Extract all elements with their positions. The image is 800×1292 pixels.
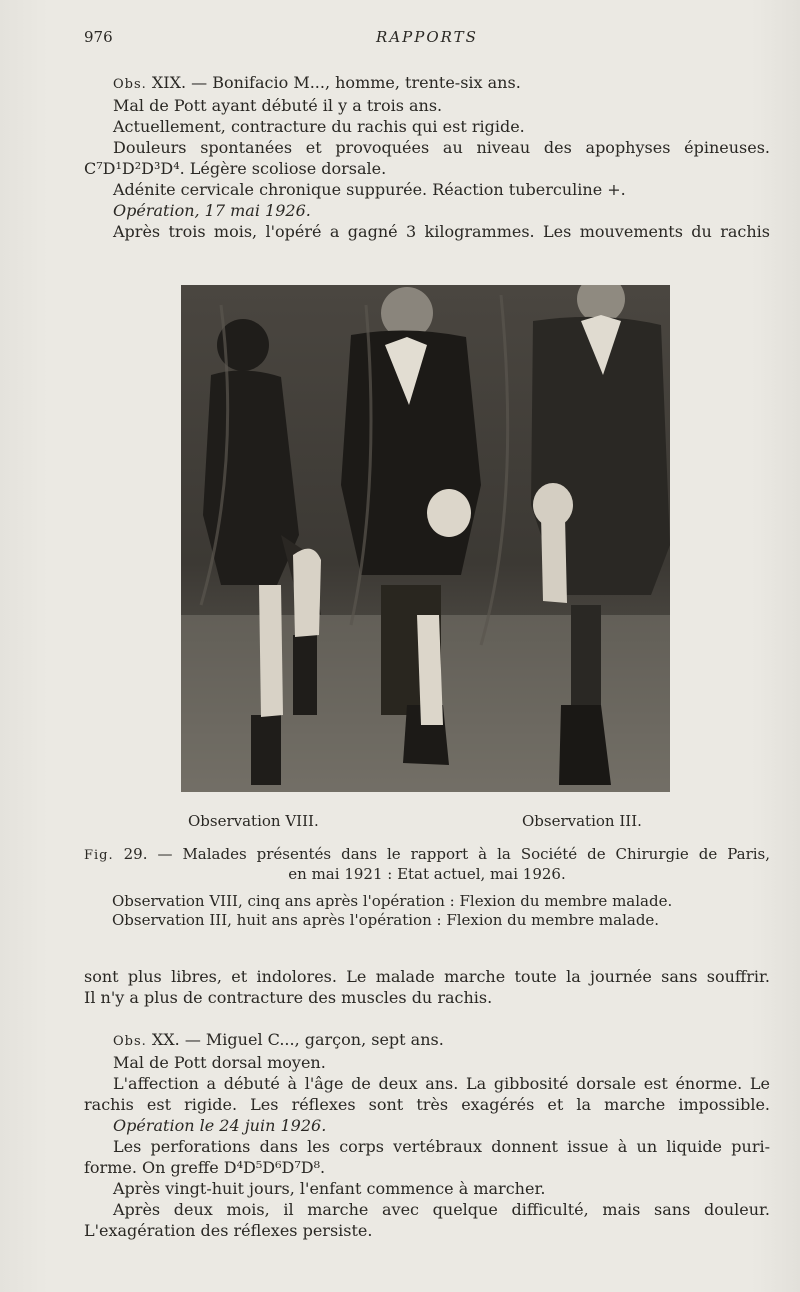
figure-caption-text: 29. — Malades présentés dans le rapport à la Société de Chirurgie de Paris, <box>113 845 770 863</box>
text-line: rachis est rigide. Les réflexes sont très exagérés et la marche impossible. <box>84 1095 770 1114</box>
caption-observation-iii: Observation III. <box>522 812 642 830</box>
text-line: Après deux mois, il marche avec quelque difficulté, mais sans douleur. <box>113 1200 770 1219</box>
obs19-heading <box>84 72 770 95</box>
figure-note: Observation VIII, cinq ans après l'opération : Flexion du membre malade. <box>112 892 673 910</box>
obs20-heading-text: XX. — Miguel C..., garçon, sept ans. <box>146 1030 444 1049</box>
observation-19 <box>84 72 770 242</box>
obs20-heading <box>84 1029 770 1052</box>
text-line: Mal de Pott ayant débuté il y a trois ans. <box>113 96 443 115</box>
text-line: L'affection a débuté à l'âge de deux ans. La gibbosité dorsale est énorme. Le <box>113 1074 770 1093</box>
text-line: L'exagération des réflexes persiste. <box>84 1221 373 1240</box>
page-header <box>84 28 770 50</box>
photo-illustration <box>181 285 670 792</box>
text-line: sont plus libres, et indolores. Le malade marche toute la journée sans souffrir. <box>84 967 770 986</box>
figure-caption <box>84 845 770 883</box>
text-line: C⁷D¹D²D³D⁴. Légère scoliose dorsale. <box>84 159 387 178</box>
text-line: Après vingt-huit jours, l'enfant commence à marcher. <box>113 1179 546 1198</box>
operation-date: Opération, 17 mai 1926. <box>113 201 311 220</box>
observation-19-continuation <box>84 966 770 1008</box>
running-title: RAPPORTS <box>376 28 478 46</box>
text-line: Après trois mois, l'opéré a gagné 3 kilogrammes. Les mouvements du rachis <box>113 222 770 241</box>
figure-caption-line <box>84 845 770 865</box>
obs19-heading-text: XIX. — Bonifacio M..., homme, trente-six ans. <box>146 73 521 92</box>
figure-caption-line: en mai 1921 : Etat actuel, mai 1926. <box>288 865 566 883</box>
figure-photograph <box>181 285 670 792</box>
caption-observation-viii: Observation VIII. <box>188 812 319 830</box>
figure-note: Observation III, huit ans après l'opération : Flexion du membre malade. <box>112 911 660 929</box>
figure-label: Fig. <box>84 848 114 863</box>
operation-date: Opération le 24 juin 1926. <box>113 1116 327 1135</box>
text-line: Il n'y a plus de contracture des muscles du rachis. <box>84 988 493 1007</box>
text-line: Douleurs spontanées et provoquées au niveau des apophyses épineuses. <box>113 138 770 157</box>
page-number: 976 <box>84 28 113 46</box>
obs-label: Obs. <box>113 77 147 92</box>
text-line: Les perforations dans les corps vertébraux donnent issue à un liquide puri- <box>113 1137 770 1156</box>
text-line: Mal de Pott dorsal moyen. <box>113 1053 326 1072</box>
observation-20 <box>84 1029 770 1241</box>
figure-notes <box>112 892 742 930</box>
text-line: Actuellement, contracture du rachis qui est rigide. <box>113 117 525 136</box>
obs-label: Obs. <box>113 1034 147 1049</box>
text-line: Adénite cervicale chronique suppurée. Réaction tuberculine +. <box>113 180 626 199</box>
text-line: forme. On greffe D⁴D⁵D⁶D⁷D⁸. <box>84 1158 326 1177</box>
